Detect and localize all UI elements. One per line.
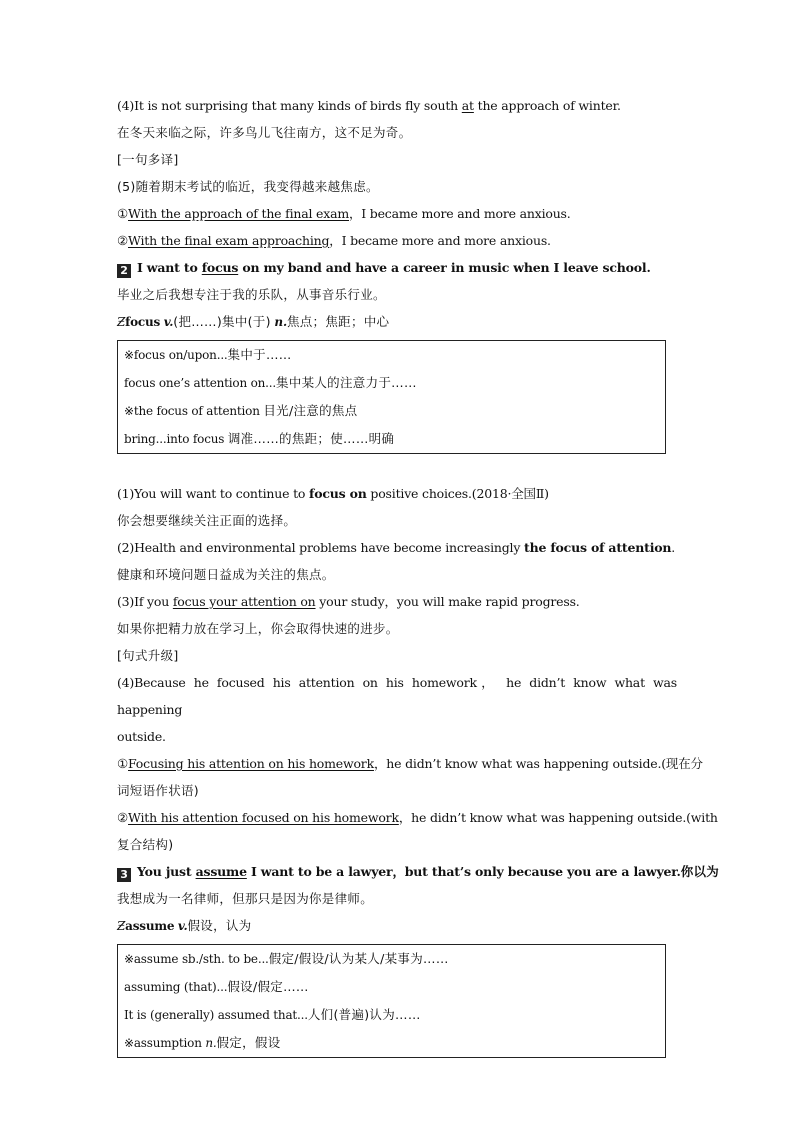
headword: assume (125, 919, 175, 933)
example-4-line-1: (4)Because he focused his attention on his homework， he didn’t know what was happening (117, 675, 677, 717)
phrase-row: ※assumption n.假定，假设 (124, 1035, 281, 1050)
multi-translation-heading: [一句多译] (117, 152, 179, 167)
upgrade-option-1-note: 词短语作状语) (117, 783, 199, 798)
example-2-en: (2)Health and environmental problems have become increasingly the focus of attention. (117, 540, 676, 555)
example-2-cn: 健康和环境问题日益成为关注的焦点。 (117, 567, 335, 582)
example-1-cn: 你会想要继续关注正面的选择。 (117, 513, 297, 528)
section-number-badge: 3 (117, 868, 131, 882)
phrase-row: ※assume sb./sth. to be...假定/假设/认为某人/某事为…… (124, 951, 449, 966)
dictionary-entry-assume: Ƶassume v.假设，认为 (117, 918, 252, 933)
example-4-line-2: outside. (117, 729, 166, 744)
example-3-cn: 如果你把精力放在学习上，你会取得快速的进步。 (117, 621, 399, 636)
example-4-cn: 在冬天来临之际，许多鸟儿飞往南方，这不足为奇。 (117, 125, 412, 140)
phrase-row: It is (generally) assumed that...人们(普遍)认为…… (124, 1007, 421, 1022)
sentence-upgrade-heading: [句式升级] (117, 648, 179, 663)
section-number-badge: 2 (117, 264, 131, 278)
phrase-row: ※the focus of attention 目光/注意的焦点 (124, 403, 358, 418)
dictionary-icon: Ƶ (117, 919, 126, 933)
upgrade-option-2-note: 复合结构) (117, 837, 174, 852)
upgrade-option-2: ②With his attention focused on his homework，he didn’t know what was happening outside.(with (117, 810, 718, 825)
phrase-row: assuming (that)...假设/假定…… (124, 979, 309, 994)
phrase-row: focus one’s attention on...集中某人的注意力于…… (124, 375, 417, 390)
phrase-box-assume (117, 944, 666, 1058)
example-1-en: (1)You will want to continue to focus on positive choices.(2018·全国Ⅱ) (117, 486, 549, 501)
section-2-translation: 毕业之后我想专注于我的乐队，从事音乐行业。 (117, 287, 386, 302)
phrase-row: ※focus on/upon...集中于…… (124, 347, 292, 362)
section-3-translation: 我想成为一名律师，但那只是因为你是律师。 (117, 891, 374, 906)
section-2-sentence: 2 I want to focus on my band and have a career in music when I leave school. (117, 254, 677, 281)
translation-option-1: ①With the approach of the final exam，I became more and more anxious. (117, 206, 571, 221)
translation-option-2: ②With the final exam approaching，I became more and more anxious. (117, 233, 551, 248)
phrase-row: bring...into focus 调准……的焦距；使……明确 (124, 431, 395, 446)
upgrade-option-1: ①Focusing his attention on his homework，he didn’t know what was happening outside.(现在分 (117, 756, 703, 771)
document-page (117, 92, 720, 1084)
phrase-box-focus (117, 340, 666, 454)
example-4-en: (4)It is not surprising that many kinds of birds fly south at the approach of winter. (117, 98, 621, 113)
headword: focus (125, 315, 161, 329)
example-3-en: (3)If you focus your attention on your study，you will make rapid progress. (117, 594, 580, 609)
example-5-cn: (5)随着期末考试的临近，我变得越来越焦虑。 (117, 179, 379, 194)
dictionary-icon: Ƶ (117, 315, 126, 329)
section-3-sentence: 3 You just assume I want to be a lawyer，but that’s only because you are a lawyer.你以为 (117, 858, 677, 885)
dictionary-entry-focus: Ƶfocus v.(把……)集中(于) n.焦点；焦距；中心 (117, 314, 390, 329)
